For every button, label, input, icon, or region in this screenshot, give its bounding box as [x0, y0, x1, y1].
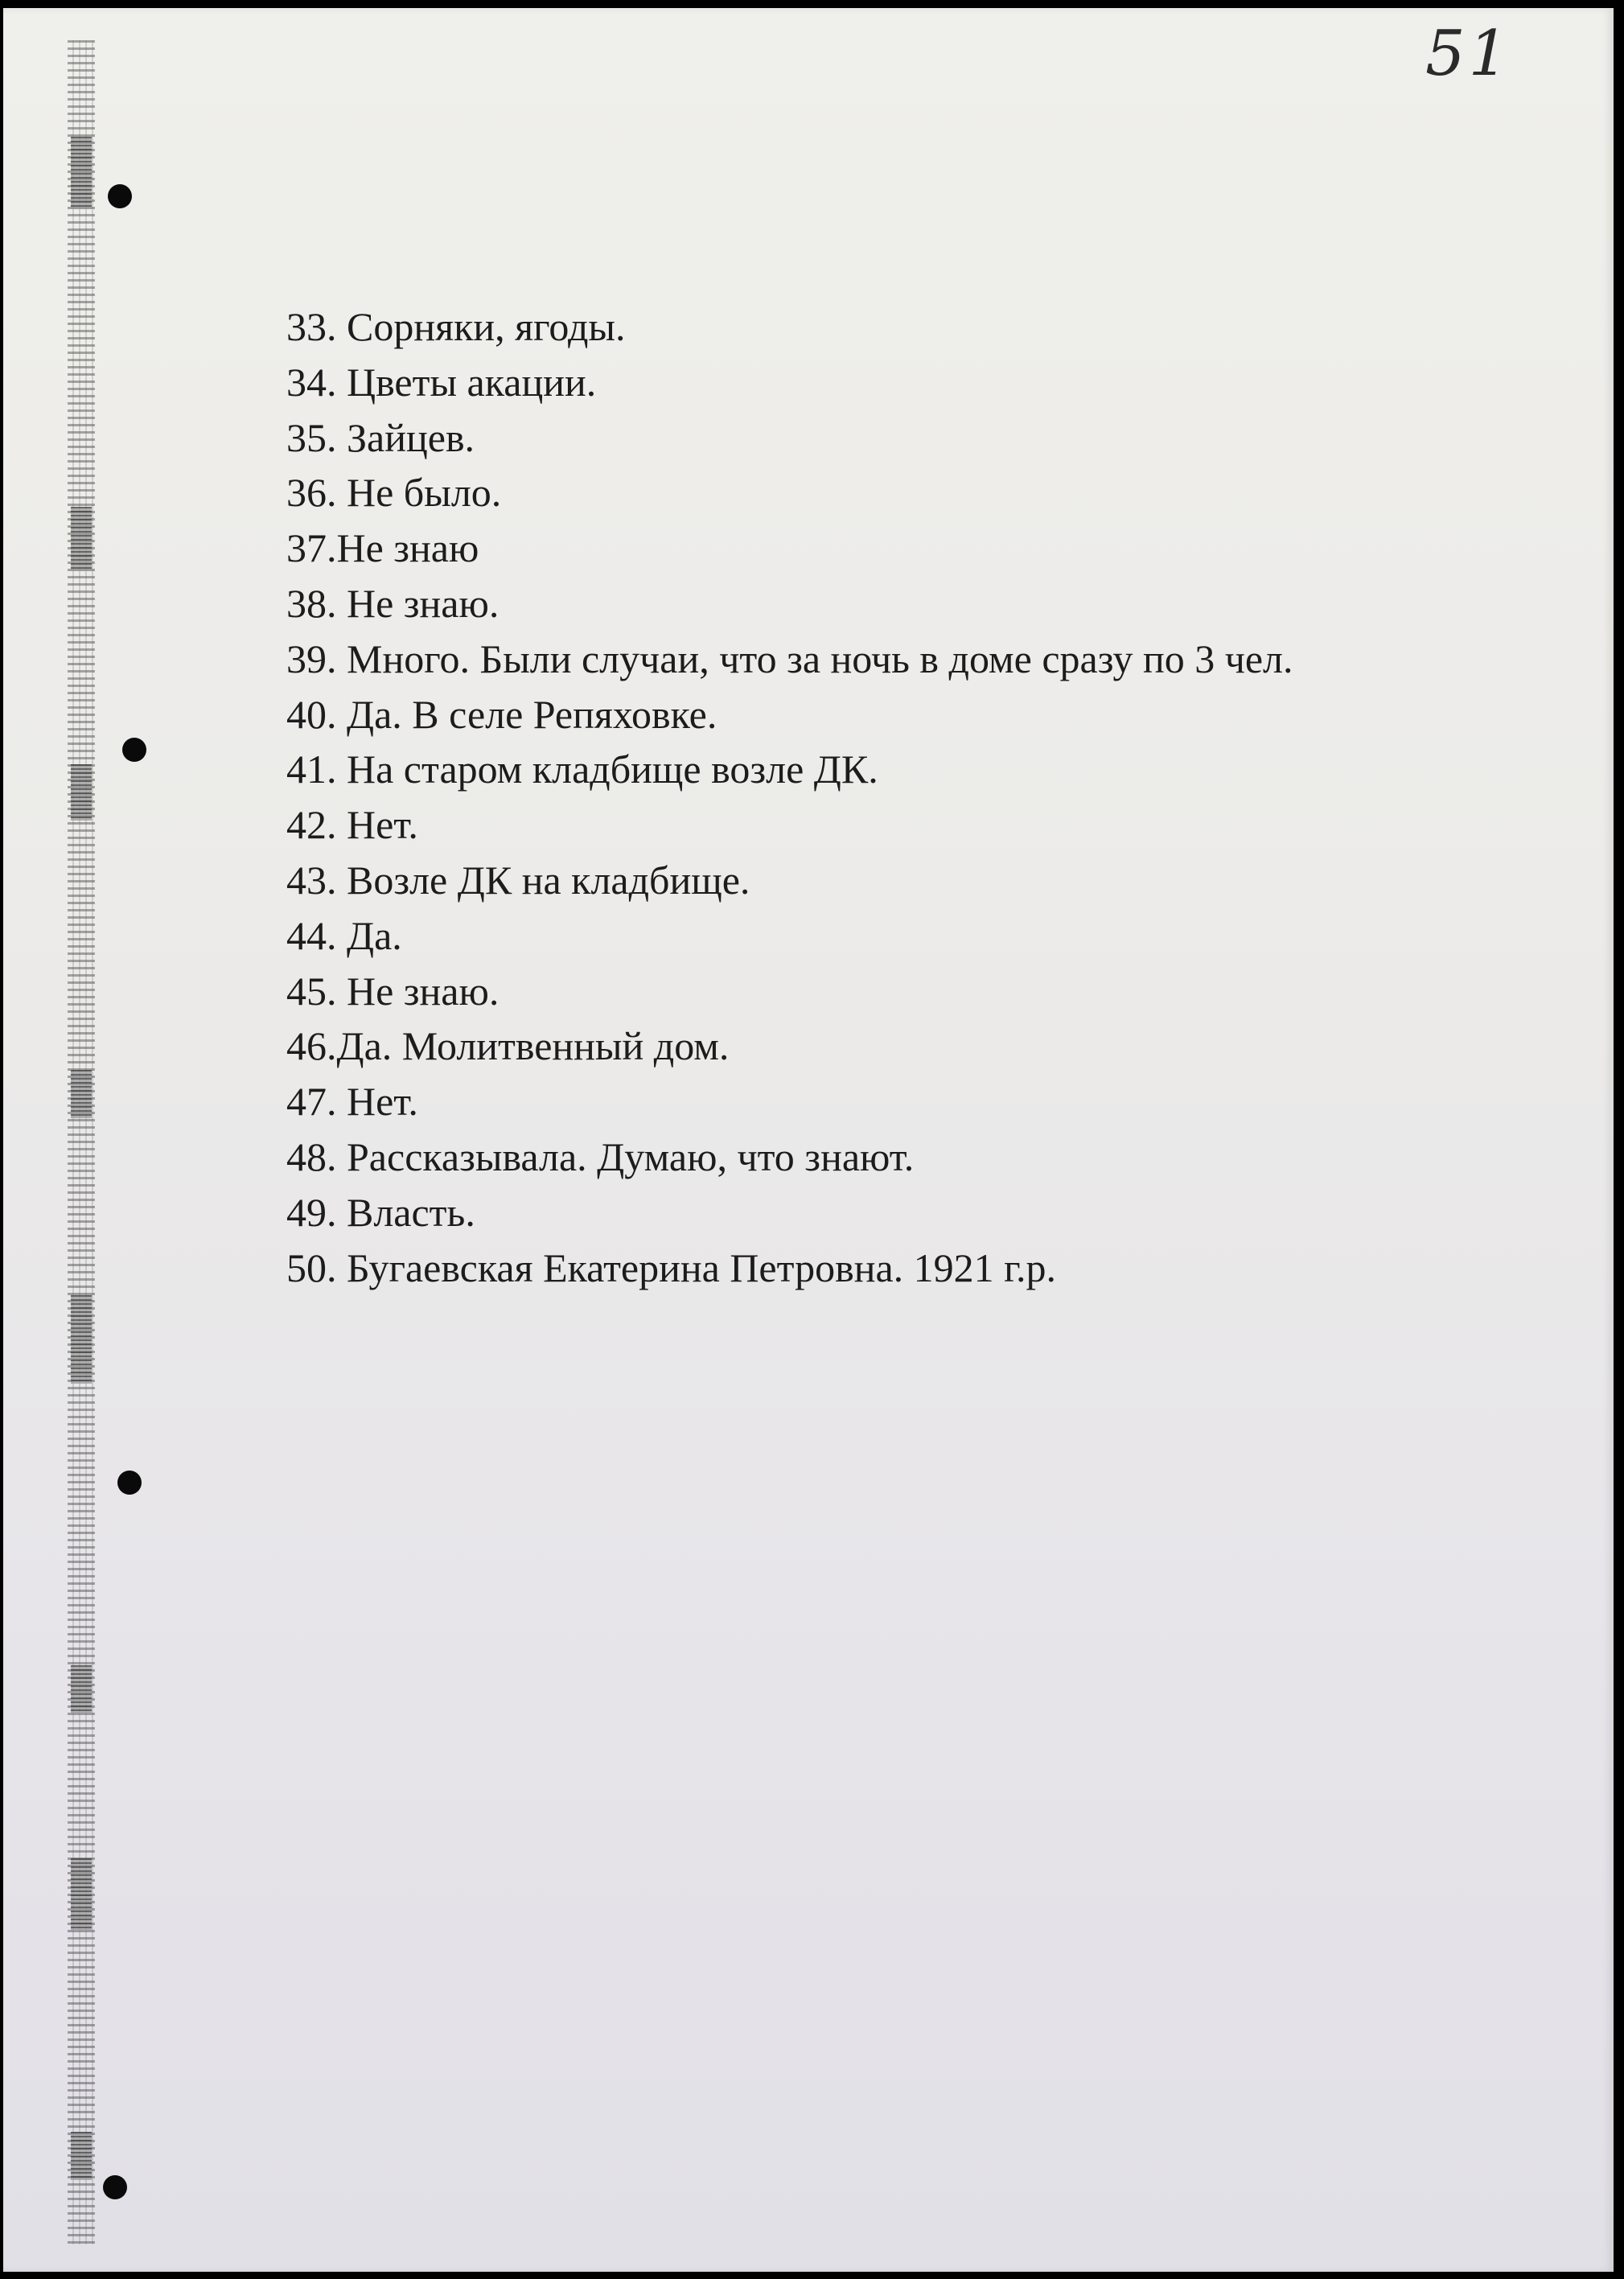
answer-line: 36. Не было.	[286, 470, 502, 516]
answer-line: 44. Да.	[286, 912, 402, 958]
binding-mark	[71, 1295, 92, 1384]
answer-line: 40. Да. В селе Репяховке.	[286, 691, 717, 737]
binding-mark	[71, 137, 92, 209]
answer-line: 34. Цветы акации.	[286, 359, 597, 405]
answer-line: 42. Нет.	[286, 802, 418, 848]
answer-line: 43. Возле ДК на кладбище.	[286, 857, 750, 903]
answer-line: 49. Власть.	[286, 1189, 475, 1235]
answer-line: 33. Сорняки, ягоды.	[286, 304, 626, 349]
answer-line: 41. На старом кладбище возле ДК.	[286, 747, 878, 792]
punch-hole	[108, 184, 132, 208]
answer-line: 37.Не знаю	[286, 525, 479, 571]
binding-mark	[71, 1858, 92, 1931]
binding-mark	[71, 2132, 92, 2180]
punch-hole	[103, 2175, 127, 2199]
punch-hole	[122, 738, 146, 762]
binding-mark	[71, 764, 92, 821]
answer-line: 50. Бугаевская Екатерина Петровна. 1921 г.р.	[286, 1244, 1057, 1290]
punch-hole	[117, 1471, 142, 1495]
answer-line: 47. Нет.	[286, 1079, 418, 1125]
answer-line: 38. Не знаю.	[286, 580, 500, 626]
binding-mark	[71, 1070, 92, 1118]
binding-mark	[71, 1665, 92, 1713]
answer-line: 45. Не знаю.	[286, 968, 500, 1014]
answer-line: 39. Много. Были случаи, что за ночь в доме сразу по 3 чел.	[286, 636, 1293, 681]
handwritten-page-number: 51	[1425, 18, 1512, 90]
answer-line: 48. Рассказывала. Думаю, что знают.	[286, 1133, 915, 1179]
binding-mark	[71, 507, 92, 571]
answer-line: 35. Зайцев.	[286, 414, 475, 460]
answer-list	[286, 299, 1293, 1295]
answer-line: 46.Да. Молитвенный дом.	[286, 1023, 730, 1069]
